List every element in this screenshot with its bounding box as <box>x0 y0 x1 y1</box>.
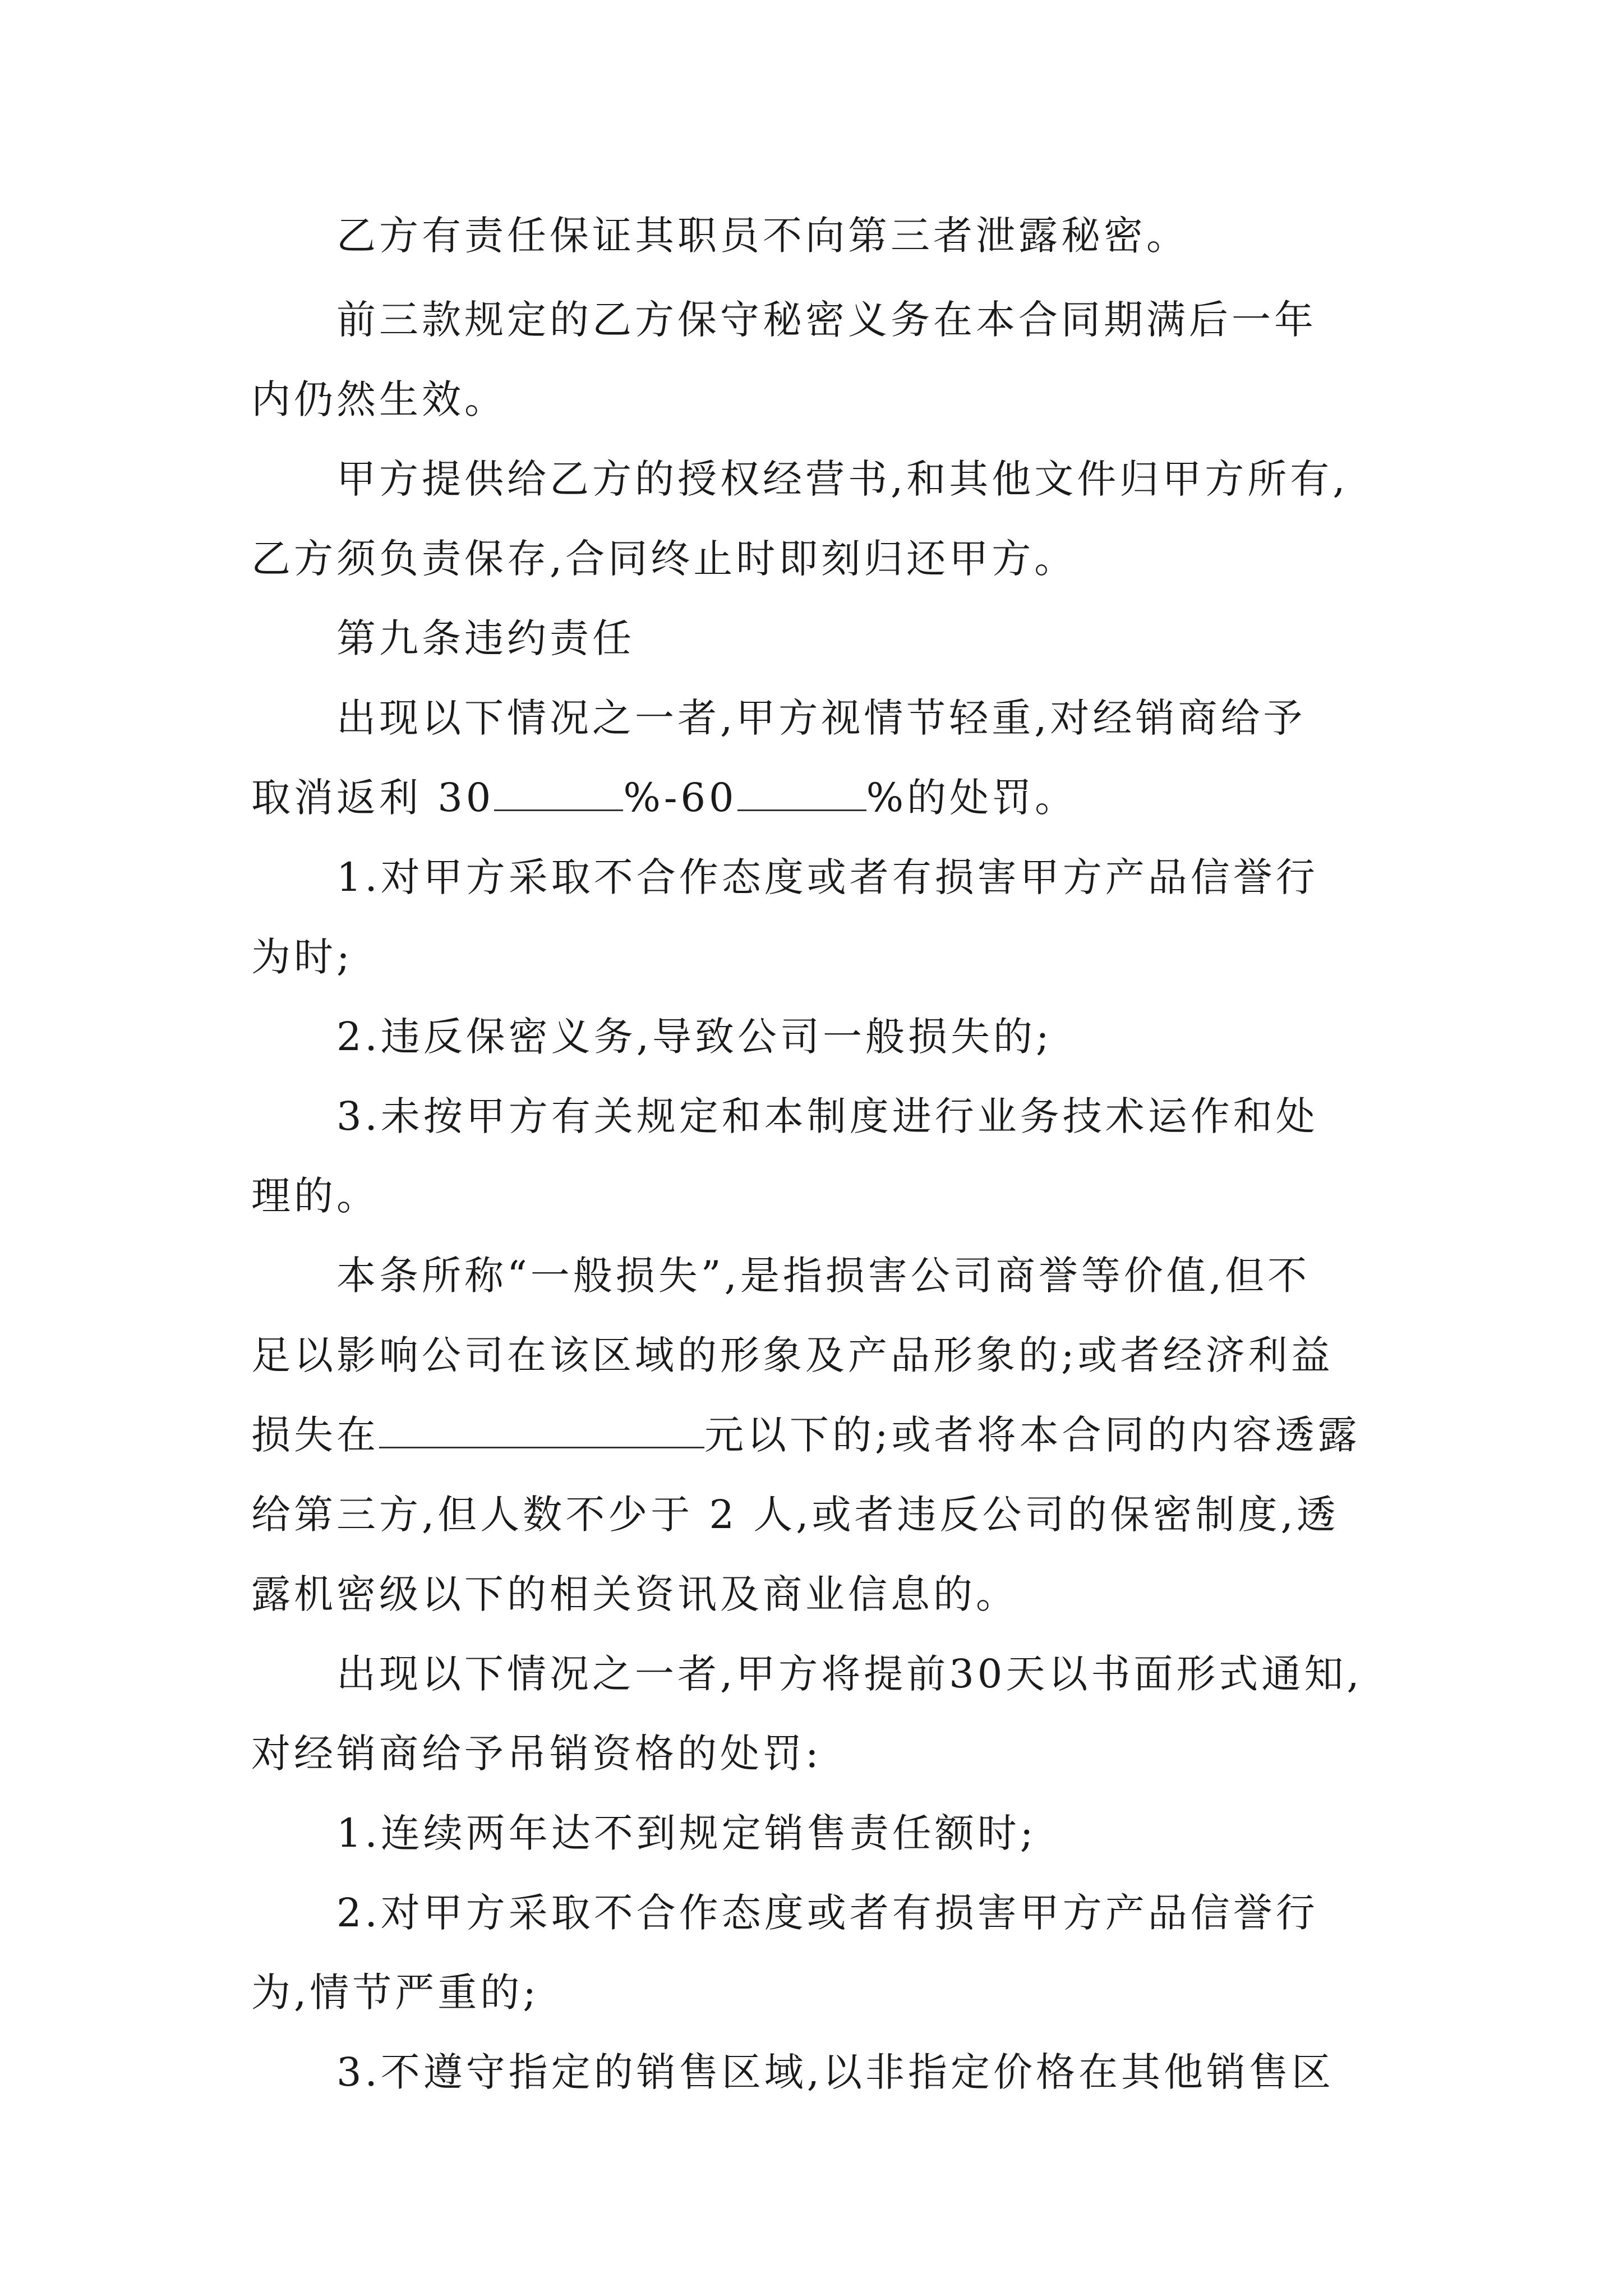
fill-in-blank <box>494 776 623 811</box>
fill-in-blank <box>379 1413 704 1448</box>
paragraph-line: 乙方有责任保证其职员不向第三者泄露秘密。 <box>336 213 1189 259</box>
penalty-suffix: %的处罚。 <box>866 775 1078 821</box>
list-item: 3.未按甲方有关规定和本制度进行业务技术运作和处 <box>336 1093 1318 1139</box>
paragraph-line: 理的。 <box>251 1173 379 1219</box>
loss-line <box>251 1407 1361 1463</box>
paragraph-line: 前三款规定的乙方保守秘密义务在本合同期满后一年 <box>336 297 1317 343</box>
paragraph-line: 内仍然生效。 <box>251 376 507 422</box>
paragraph-line: 本条所称“一般损失”,是指损害公司商誉等价值,但不 <box>336 1253 1311 1299</box>
list-item: 2.违反保密义务,导致公司一般损失的; <box>336 1014 1053 1060</box>
section-heading: 第九条违约责任 <box>336 615 635 661</box>
paragraph-line: 甲方提供给乙方的授权经营书,和其他文件归甲方所有, <box>336 456 1349 502</box>
list-item: 1.连续两年达不到规定销售责任额时; <box>336 1810 1037 1856</box>
paragraph-line: 足以影响公司在该区域的形象及产品形象的;或者经济利益 <box>251 1332 1334 1378</box>
paragraph-line: 露机密级以下的相关资讯及商业信息的。 <box>251 1571 1018 1617</box>
loss-prefix: 损失在 <box>251 1412 379 1458</box>
list-item: 3.不遵守指定的销售区域,以非指定价格在其他销售区 <box>336 2049 1335 2095</box>
fill-in-blank <box>737 776 866 811</box>
penalty-line <box>251 770 1077 826</box>
paragraph-line: 为时; <box>251 934 353 980</box>
paragraph-line: 出现以下情况之一者,甲方视情节轻重,对经销商给予 <box>336 695 1306 741</box>
paragraph-line: 为,情节严重的; <box>251 1970 540 2016</box>
penalty-middle: %-60 <box>623 775 737 821</box>
loss-suffix: 元以下的;或者将本合同的内容透露 <box>704 1412 1361 1458</box>
paragraph-line: 给第三方,但人数不少于 2 人,或者违反公司的保密制度,透 <box>251 1492 1339 1538</box>
penalty-prefix: 取消返利 30 <box>251 775 495 821</box>
paragraph-line: 对经销商给予吊销资格的处罚: <box>251 1731 822 1777</box>
list-item: 2.对甲方采取不合作态度或者有损害甲方产品信誉行 <box>336 1890 1318 1936</box>
list-item: 1.对甲方采取不合作态度或者有损害甲方产品信誉行 <box>336 854 1318 900</box>
paragraph-line: 出现以下情况之一者,甲方将提前30天以书面形式通知, <box>336 1651 1363 1697</box>
paragraph-line: 乙方须负责保存,合同终止时即刻归还甲方。 <box>251 536 1077 582</box>
